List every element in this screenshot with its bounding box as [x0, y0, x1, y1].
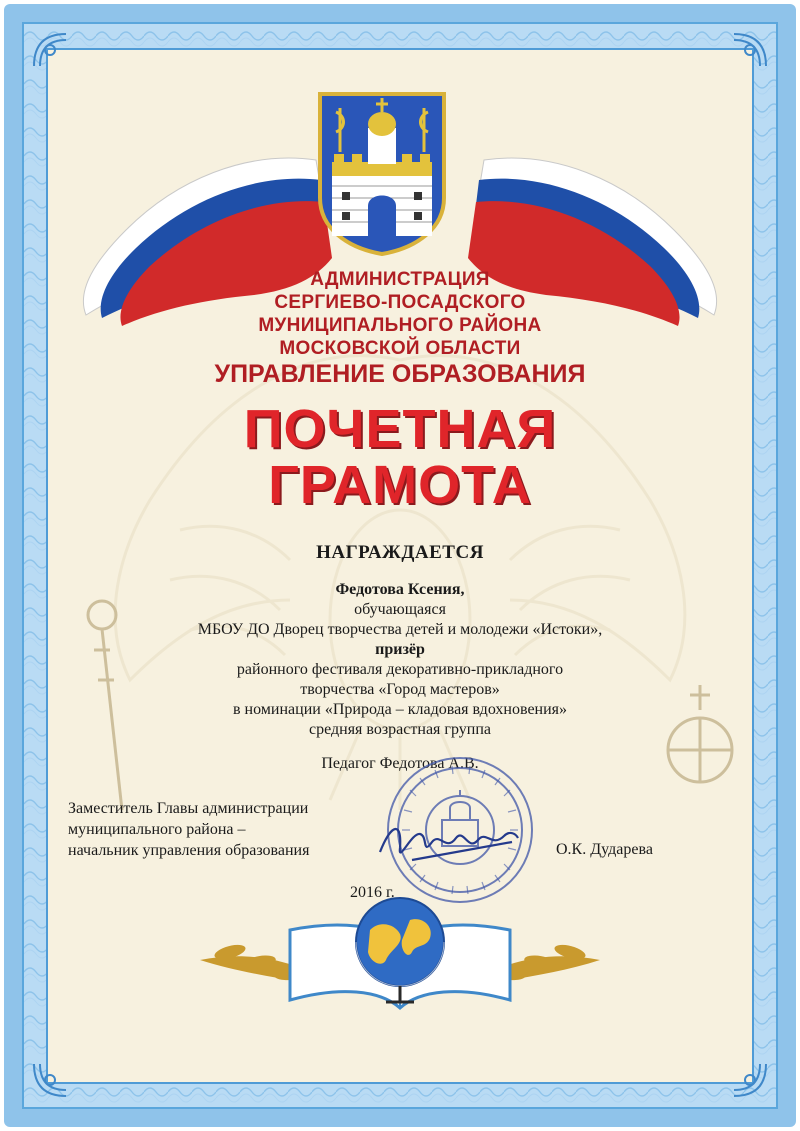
- globe-book-laurel-icon: [190, 890, 610, 1020]
- issue-year: 2016 г.: [350, 884, 395, 901]
- signatory-name: О.К. Дударева: [556, 841, 653, 858]
- header-line-3: МУНИЦИПАЛЬНОГО РАЙОНА: [258, 315, 542, 336]
- recipient-name: Федотова Ксения,: [335, 581, 465, 598]
- header-line-4: МОСКОВСКОЙ ОБЛАСТИ: [279, 338, 521, 359]
- age-group: средняя возрастная группа: [309, 721, 491, 738]
- title-line-2: ГРАМОТА: [268, 455, 532, 515]
- signatory-line-3: начальник управления образования: [68, 842, 310, 859]
- event-line-1: районного фестиваля декоративно-прикладного: [236, 661, 564, 678]
- title-line-1: ПОЧЕТНАЯ: [243, 399, 557, 459]
- corner-ornament-icon: [730, 30, 770, 70]
- header-block: [100, 268, 700, 360]
- header-line-1: АДМИНИСТРАЦИЯ: [310, 269, 490, 290]
- awarded-label: НАГРАЖДАЕТСЯ: [316, 542, 484, 563]
- nomination: в номинации «Природа – кладовая вдохновения»: [232, 701, 568, 718]
- event-line-2: творчества «Город мастеров»: [300, 681, 500, 698]
- department-name: УПРАВЛЕНИЕ ОБРАЗОВАНИЯ: [214, 360, 586, 388]
- corner-ornament-icon: [30, 30, 70, 70]
- corner-ornament-icon: [30, 1060, 70, 1100]
- signature-icon: [372, 812, 522, 872]
- recipient-role: обучающаяся: [354, 601, 446, 618]
- signatory-line-2: муниципального района –: [68, 821, 246, 838]
- recipient-status: призёр: [375, 641, 425, 658]
- teacher-name: Педагог Федотова А.В.: [321, 755, 479, 772]
- award-text: [120, 580, 680, 740]
- header-line-2: СЕРГИЕВО-ПОСАДСКОГО: [274, 292, 526, 313]
- corner-ornament-icon: [730, 1060, 770, 1100]
- recipient-school: МБОУ ДО Дворец творчества детей и молодежи «Истоки»,: [197, 621, 603, 638]
- coat-of-arms-icon: [312, 88, 452, 258]
- signatory-title: [68, 798, 388, 861]
- signatory-line-1: Заместитель Главы администрации: [68, 800, 309, 817]
